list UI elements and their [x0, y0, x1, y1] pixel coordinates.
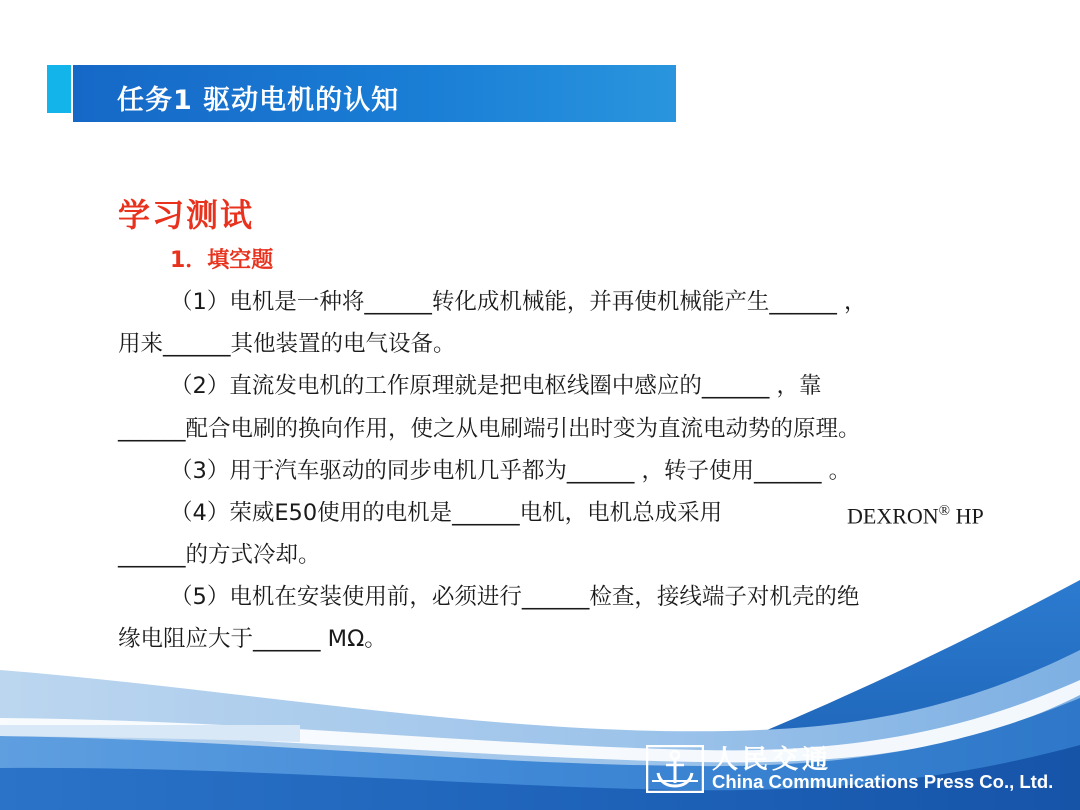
publisher-logo [646, 735, 1076, 805]
title-accent [47, 65, 71, 113]
ship-anchor-emblem-icon [646, 745, 704, 793]
question-line-8: （5）电机在安装使用前，必须进行______检查，接线端子对机壳的绝 [170, 584, 860, 610]
question-line-2: 用来______其他装置的电气设备。 [118, 331, 456, 357]
question-line-9: 缘电阻应大于______ MΩ。 [118, 626, 387, 652]
question-line-7: ______的方式冷却。 [118, 542, 321, 568]
logo-english-text: China Communications Press Co., Ltd. [712, 771, 1054, 792]
dexron-label [847, 503, 984, 529]
dexron-suffix: HP [950, 503, 984, 529]
question-line-3: （2）直流发电机的工作原理就是把电枢线圈中感应的______ ，靠 [170, 373, 822, 399]
dexron-name: DEXRON [847, 503, 939, 529]
question-line-1: （1）电机是一种将______转化成机械能，并再使机械能产生______ ， [170, 289, 867, 315]
slide-title: 任务1 驱动电机的认知 [117, 85, 400, 116]
registered-mark: ® [938, 503, 951, 519]
sub-title: 1．填空题 [170, 248, 274, 273]
question-line-6: （4）荣威E50使用的电机是______电机，电机总成采用 [170, 500, 723, 526]
section-title: 学习测试 [118, 196, 255, 234]
logo-chinese-text: 人民交通 [712, 745, 833, 775]
question-line-5: （3）用于汽车驱动的同步电机几乎都为______ ，转子使用______ 。 [170, 458, 852, 484]
question-line-4: ______配合电刷的换向作用，使之从电刷端引出时变为直流电动势的原理。 [118, 416, 861, 442]
